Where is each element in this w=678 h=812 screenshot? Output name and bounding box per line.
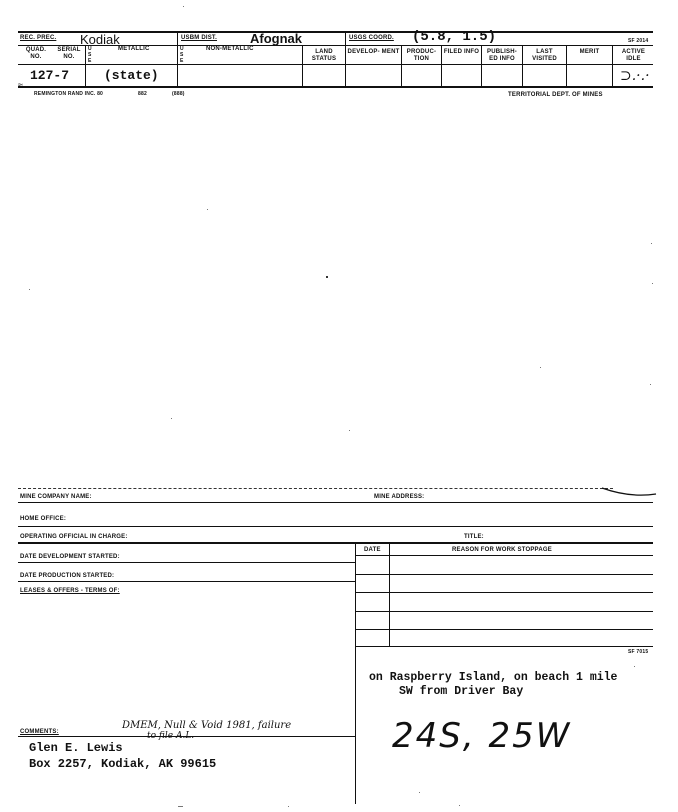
location-line-1: on Raspberry Island, on beach 1 mile: [369, 671, 618, 684]
mine-company-label: MINE COMPANY NAME:: [20, 494, 92, 500]
development-label: DEVELOP- MENT: [347, 49, 400, 55]
usbm-dist-label: USBM DIST.: [181, 35, 218, 41]
footer-code-1: 882: [138, 91, 147, 97]
owner-name: Glen E. Lewis: [29, 741, 123, 755]
row-tick-mark: ≈: [18, 80, 23, 90]
card-curl-mark: [600, 482, 660, 502]
form-number-bottom: SF 7015: [628, 649, 649, 655]
comment-note-line-1: DMEM, Null & Void 1981, failure: [122, 720, 292, 731]
published-info-label: PUBLISH- ED INFO: [487, 49, 517, 62]
date-production-label: DATE PRODUCTION STARTED:: [20, 573, 115, 579]
merit-label: MERIT: [579, 49, 600, 55]
mine-address-label: MINE ADDRESS:: [374, 494, 425, 500]
rec-prec-value: Kodiak: [80, 32, 120, 47]
operating-official-label: OPERATING OFFICIAL IN CHARGE:: [20, 534, 128, 540]
usbm-dist-value: Afognak: [250, 31, 302, 46]
serial-no-label: SERIAL NO.: [57, 47, 81, 60]
rec-prec-label: REC. PREC.: [20, 35, 57, 41]
quad-no-label: QUAD. NO.: [25, 47, 47, 60]
footer-code-2: (888): [172, 91, 185, 97]
work-stoppage-label: REASON FOR WORK STOPPAGE: [452, 547, 552, 553]
home-office-label: HOME OFFICE:: [20, 516, 67, 522]
production-label: PRODUC- TION: [406, 49, 437, 62]
active-idle-mark: ⊃.·.·: [620, 68, 650, 84]
owner-address: Box 2257, Kodiak, AK 99615: [29, 757, 217, 771]
form-number-top: SF 2014: [628, 38, 649, 44]
usgs-coord-label: USGS COORD.: [349, 35, 394, 41]
printer-credit: REMINGTON RAND INC. 80: [34, 91, 104, 97]
active-idle-label: ACTIVE IDLE: [621, 49, 646, 62]
filed-info-label: FILED INFO: [443, 49, 480, 55]
land-status-label: LAND STATUS: [311, 49, 337, 62]
metallic-value: (state): [104, 68, 159, 83]
leases-offers-label: LEASES & OFFERS - TERMS OF:: [20, 588, 120, 594]
use-label-nonmetallic: U S E: [180, 46, 184, 64]
last-visited-label: LAST VISITED: [532, 49, 557, 62]
serial-value: 127-7: [30, 68, 70, 83]
date-column-label: DATE: [364, 547, 381, 553]
title-label: TITLE:: [464, 534, 484, 540]
comment-note-line-2: to file A.L.: [147, 731, 195, 741]
usgs-coord-value: (5.8, 1.5): [412, 29, 497, 45]
date-development-label: DATE DEVELOPMENT STARTED:: [20, 554, 120, 560]
location-line-2: SW from Driver Bay: [399, 685, 524, 698]
nonmetallic-label: NON-METALLIC: [206, 46, 254, 52]
comments-label: COMMENTS:: [20, 729, 59, 735]
metallic-label: METALLIC: [118, 46, 150, 52]
township-range-handwritten: 24S, 25W: [392, 716, 572, 756]
use-label-metallic: U S E: [88, 46, 92, 64]
territorial-dept-label: TERRITORIAL DEPT. OF MINES: [508, 92, 603, 98]
